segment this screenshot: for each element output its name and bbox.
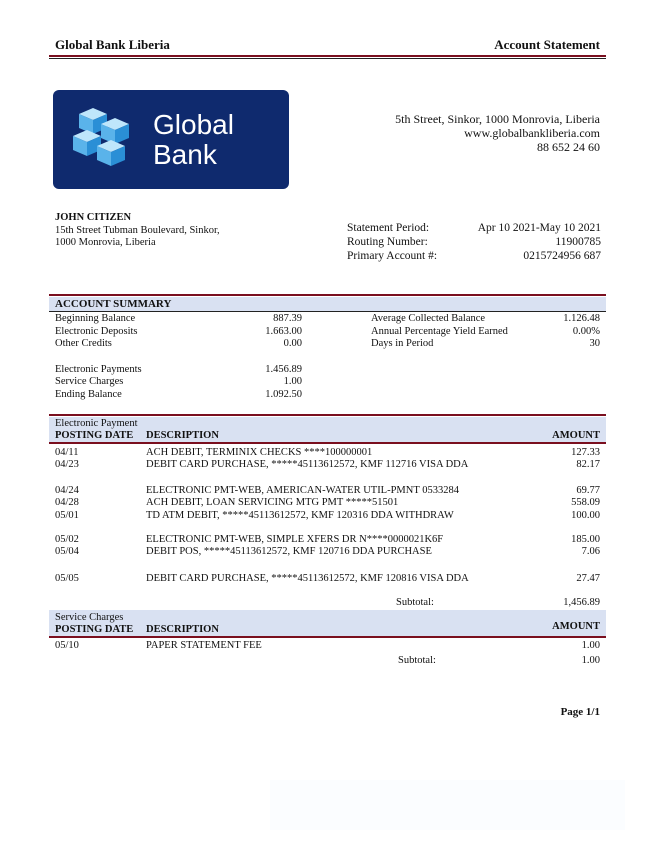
row-date: 04/11 — [55, 447, 79, 458]
row-amount: 69.77 — [576, 485, 600, 496]
document-title: Account Statement — [494, 37, 600, 52]
row-date: 04/23 — [55, 459, 79, 470]
summary-rule-top — [49, 294, 606, 296]
table-row — [0, 459, 656, 472]
customer-block — [55, 212, 220, 250]
service-header-underline — [49, 636, 606, 638]
bank-address — [395, 112, 600, 154]
table-row — [0, 510, 656, 523]
routing-number-label: Routing Number: — [347, 236, 428, 248]
row-description: ACH DEBIT, LOAN SERVICING MTG PMT *****51501 — [146, 497, 399, 508]
bank-name-header: Global Bank Liberia — [55, 37, 170, 52]
customer-address-line-1: 15th Street Tubman Boulevard, Sinkor, — [55, 224, 220, 236]
summary-label: Other Credits — [55, 338, 112, 349]
row-date: 04/24 — [55, 485, 79, 496]
page-number: Page 1/1 — [560, 706, 600, 718]
subtotal-value: 1,456.89 — [563, 597, 600, 608]
table-row — [0, 497, 656, 510]
logo-text — [153, 110, 234, 170]
summary-row — [0, 364, 656, 377]
service-column-headers — [0, 621, 656, 637]
summary-value: 1.00 — [283, 376, 302, 387]
bank-logo — [53, 90, 289, 189]
summary-label: Annual Percentage Yield Earned — [371, 326, 508, 337]
summary-row — [0, 376, 656, 389]
table-row — [0, 485, 656, 498]
summary-value: 1.092.50 — [265, 389, 302, 400]
row-description: ELECTRONIC PMT-WEB, AMERICAN-WATER UTIL-PMNT 0533284 — [146, 485, 459, 496]
row-description: DEBIT CARD PURCHASE, *****45113612572, KMF 112716 VISA DDA — [146, 459, 469, 470]
summary-label: Beginning Balance — [55, 313, 136, 324]
subtotal-row — [0, 597, 656, 610]
table-row — [0, 534, 656, 547]
row-date: 05/01 — [55, 510, 79, 521]
statement-labels — [347, 221, 437, 263]
col-amount: AMOUNT — [552, 430, 600, 441]
payment-rule-top — [49, 414, 606, 416]
cube-logo-icon — [71, 106, 141, 174]
payment-header-underline — [49, 442, 606, 444]
logo-line-2: Bank — [153, 139, 217, 170]
subtotal-row — [0, 655, 656, 668]
row-date: 05/04 — [55, 546, 79, 557]
customer-address-line-2: 1000 Monrovia, Liberia — [55, 237, 156, 248]
service-charges-title: Service Charges — [55, 612, 124, 623]
summary-label: Ending Balance — [55, 389, 122, 400]
subtotal-label: Subtotal: — [398, 655, 436, 666]
summary-row — [0, 389, 656, 402]
summary-row — [0, 326, 656, 339]
row-description: ACH DEBIT, TERMINIX CHECKS ****100000001 — [146, 447, 373, 458]
row-amount: 185.00 — [571, 534, 600, 545]
row-amount: 7.06 — [581, 546, 600, 557]
row-date: 05/05 — [55, 573, 79, 584]
col-posting-date: POSTING DATE — [55, 430, 134, 441]
summary-label: Electronic Deposits — [55, 326, 138, 337]
row-description: ELECTRONIC PMT-WEB, SIMPLE XFERS DR N****0000021K6F — [146, 534, 444, 545]
row-amount: 100.00 — [571, 510, 600, 521]
account-summary-title: ACCOUNT SUMMARY — [55, 298, 172, 310]
table-row — [0, 546, 656, 559]
summary-row — [0, 313, 656, 326]
header-rule-bottom — [49, 58, 606, 59]
table-row — [0, 447, 656, 460]
row-date: 04/28 — [55, 497, 79, 508]
row-date: 05/10 — [55, 640, 79, 651]
table-row — [0, 573, 656, 586]
summary-label: Service Charges — [55, 376, 124, 387]
primary-account-label: Primary Account #: — [347, 250, 438, 262]
row-amount: 82.17 — [576, 459, 600, 470]
row-amount: 558.09 — [571, 497, 600, 508]
row-description: DEBIT POS, *****45113612572, KMF 120716 DDA PURCHASE — [146, 546, 432, 557]
row-amount: 27.47 — [576, 573, 600, 584]
summary-value: 1.126.48 — [563, 313, 600, 324]
summary-header-underline — [49, 311, 606, 312]
statement-period-label: Statement Period: — [347, 222, 430, 234]
bank-phone: 88 652 24 60 — [537, 140, 600, 154]
summary-value: 30 — [589, 338, 600, 349]
row-description: TD ATM DEBIT, *****45113612572, KMF 120316 DDA WITHDRAW — [146, 510, 454, 521]
col-description: DESCRIPTION — [146, 430, 219, 441]
summary-value: 1.663.00 — [265, 326, 302, 337]
col-posting-date: POSTING DATE — [55, 624, 134, 635]
summary-row — [0, 338, 656, 351]
summary-value: 0.00% — [572, 326, 600, 337]
row-date: 05/02 — [55, 534, 79, 545]
subtotal-label: Subtotal: — [396, 597, 434, 608]
logo-line-1: Global — [153, 109, 234, 140]
primary-account-value: 0215724956 687 — [523, 250, 601, 262]
summary-label: Average Collected Balance — [371, 313, 486, 324]
bank-website: www.globalbankliberia.com — [464, 126, 600, 140]
summary-label: Electronic Payments — [55, 364, 142, 375]
statement-values — [478, 221, 601, 263]
row-amount: 127.33 — [571, 447, 600, 458]
col-amount: AMOUNT — [552, 621, 600, 632]
col-description: DESCRIPTION — [146, 624, 219, 635]
summary-value: 887.39 — [273, 313, 302, 324]
row-amount: 1.00 — [581, 640, 600, 651]
header-rule-top — [49, 55, 606, 57]
electronic-payment-title: Electronic Payment — [55, 418, 138, 429]
summary-value: 0.00 — [283, 338, 302, 349]
routing-number-value: 11900785 — [555, 236, 601, 248]
bank-address-line-1: 5th Street, Sinkor, 1000 Monrovia, Liberia — [395, 112, 600, 126]
footer-area — [270, 780, 625, 830]
row-description: DEBIT CARD PURCHASE, *****45113612572, KMF 120816 VISA DDA — [146, 573, 469, 584]
customer-name: JOHN CITIZEN — [55, 212, 132, 223]
statement-period-value: Apr 10 2021-May 10 2021 — [477, 222, 601, 234]
table-row — [0, 640, 656, 653]
subtotal-value: 1.00 — [581, 655, 600, 666]
row-description: PAPER STATEMENT FEE — [146, 640, 262, 651]
summary-label: Days in Period — [371, 338, 434, 349]
payment-column-headers — [0, 430, 656, 443]
summary-value: 1.456.89 — [265, 364, 302, 375]
